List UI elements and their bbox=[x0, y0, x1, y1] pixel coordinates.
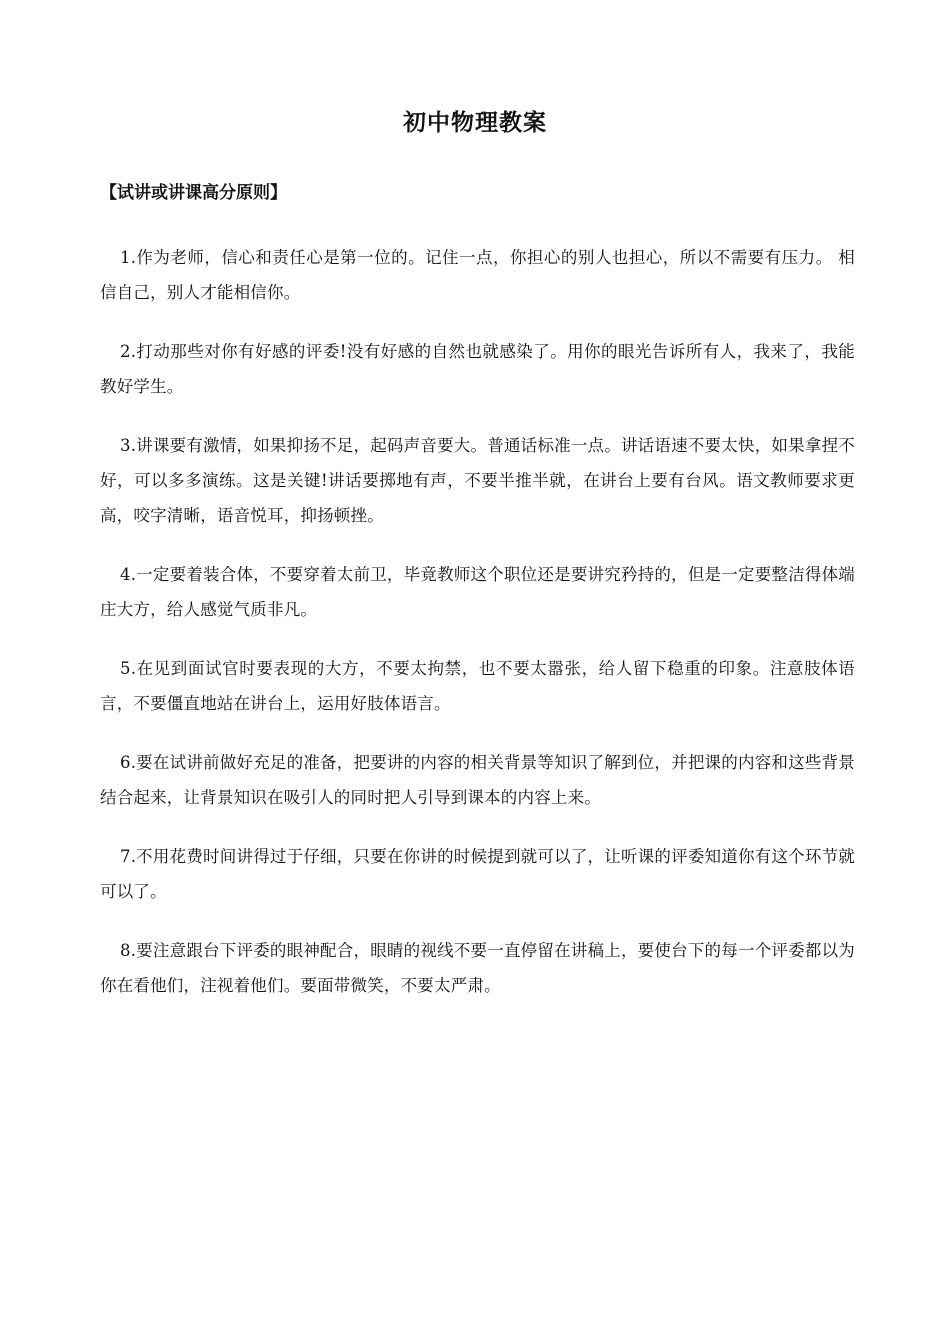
item-number: 4. bbox=[120, 565, 137, 584]
list-item bbox=[100, 651, 855, 721]
item-text: 要注意跟台下评委的眼神配合，眼睛的视线不要一直停留在讲稿上，要使台下的每一个评委都以为你在看他们，注视着他们。要面带微笑，不要太严肃。 bbox=[100, 941, 855, 995]
item-number: 6. bbox=[120, 753, 137, 772]
item-number: 1. bbox=[120, 248, 137, 267]
item-number: 5. bbox=[120, 659, 137, 678]
list-item bbox=[100, 428, 855, 533]
item-text: 不用花费时间讲得过于仔细，只要在你讲的时候提到就可以了，让听课的评委知道你有这个环节就可以了。 bbox=[100, 847, 855, 901]
item-number: 2. bbox=[120, 342, 137, 361]
list-item bbox=[100, 933, 855, 1003]
item-text: 讲课要有激情，如果抑扬不足，起码声音要大。普通话标准一点。讲话语速不要太快，如果拿捏不好，可以多多演练。这是关键!讲话要掷地有声，不要半推半就，在讲台上要有台风。语文教师要求更高，咬字清晰，语音悦耳，抑扬顿挫。 bbox=[100, 436, 855, 525]
item-text: 要在试讲前做好充足的准备，把要讲的内容的相关背景等知识了解到位，并把课的内容和这些背景结合起来，让背景知识在吸引人的同时把人引导到课本的内容上来。 bbox=[100, 753, 855, 807]
principles-list bbox=[100, 240, 855, 1027]
section-heading: 【试讲或讲课高分原则】 bbox=[100, 183, 287, 203]
item-text: 作为老师，信心和责任心是第一位的。记住一点，你担心的别人也担心，所以不需要有压力。 相信自己，别人才能相信你。 bbox=[100, 248, 855, 302]
list-item bbox=[100, 557, 855, 627]
item-number: 8. bbox=[120, 941, 137, 960]
item-text: 打动那些对你有好感的评委!没有好感的自然也就感染了。用你的眼光告诉所有人，我来了，我能教好学生。 bbox=[100, 342, 855, 396]
list-item bbox=[100, 334, 855, 404]
page-title: 初中物理教案 bbox=[403, 109, 547, 136]
list-item bbox=[100, 240, 855, 310]
item-number: 3. bbox=[120, 436, 137, 455]
item-text: 一定要着装合体，不要穿着太前卫，毕竟教师这个职位还是要讲究矜持的，但是一定要整洁得体端庄大方，给人感觉气质非凡。 bbox=[100, 565, 855, 619]
item-number: 7. bbox=[120, 847, 137, 866]
list-item bbox=[100, 839, 855, 909]
list-item bbox=[100, 745, 855, 815]
item-text: 在见到面试官时要表现的大方，不要太拘禁，也不要太嚣张，给人留下稳重的印象。注意肢体语言，不要僵直地站在讲台上，运用好肢体语言。 bbox=[100, 659, 855, 713]
